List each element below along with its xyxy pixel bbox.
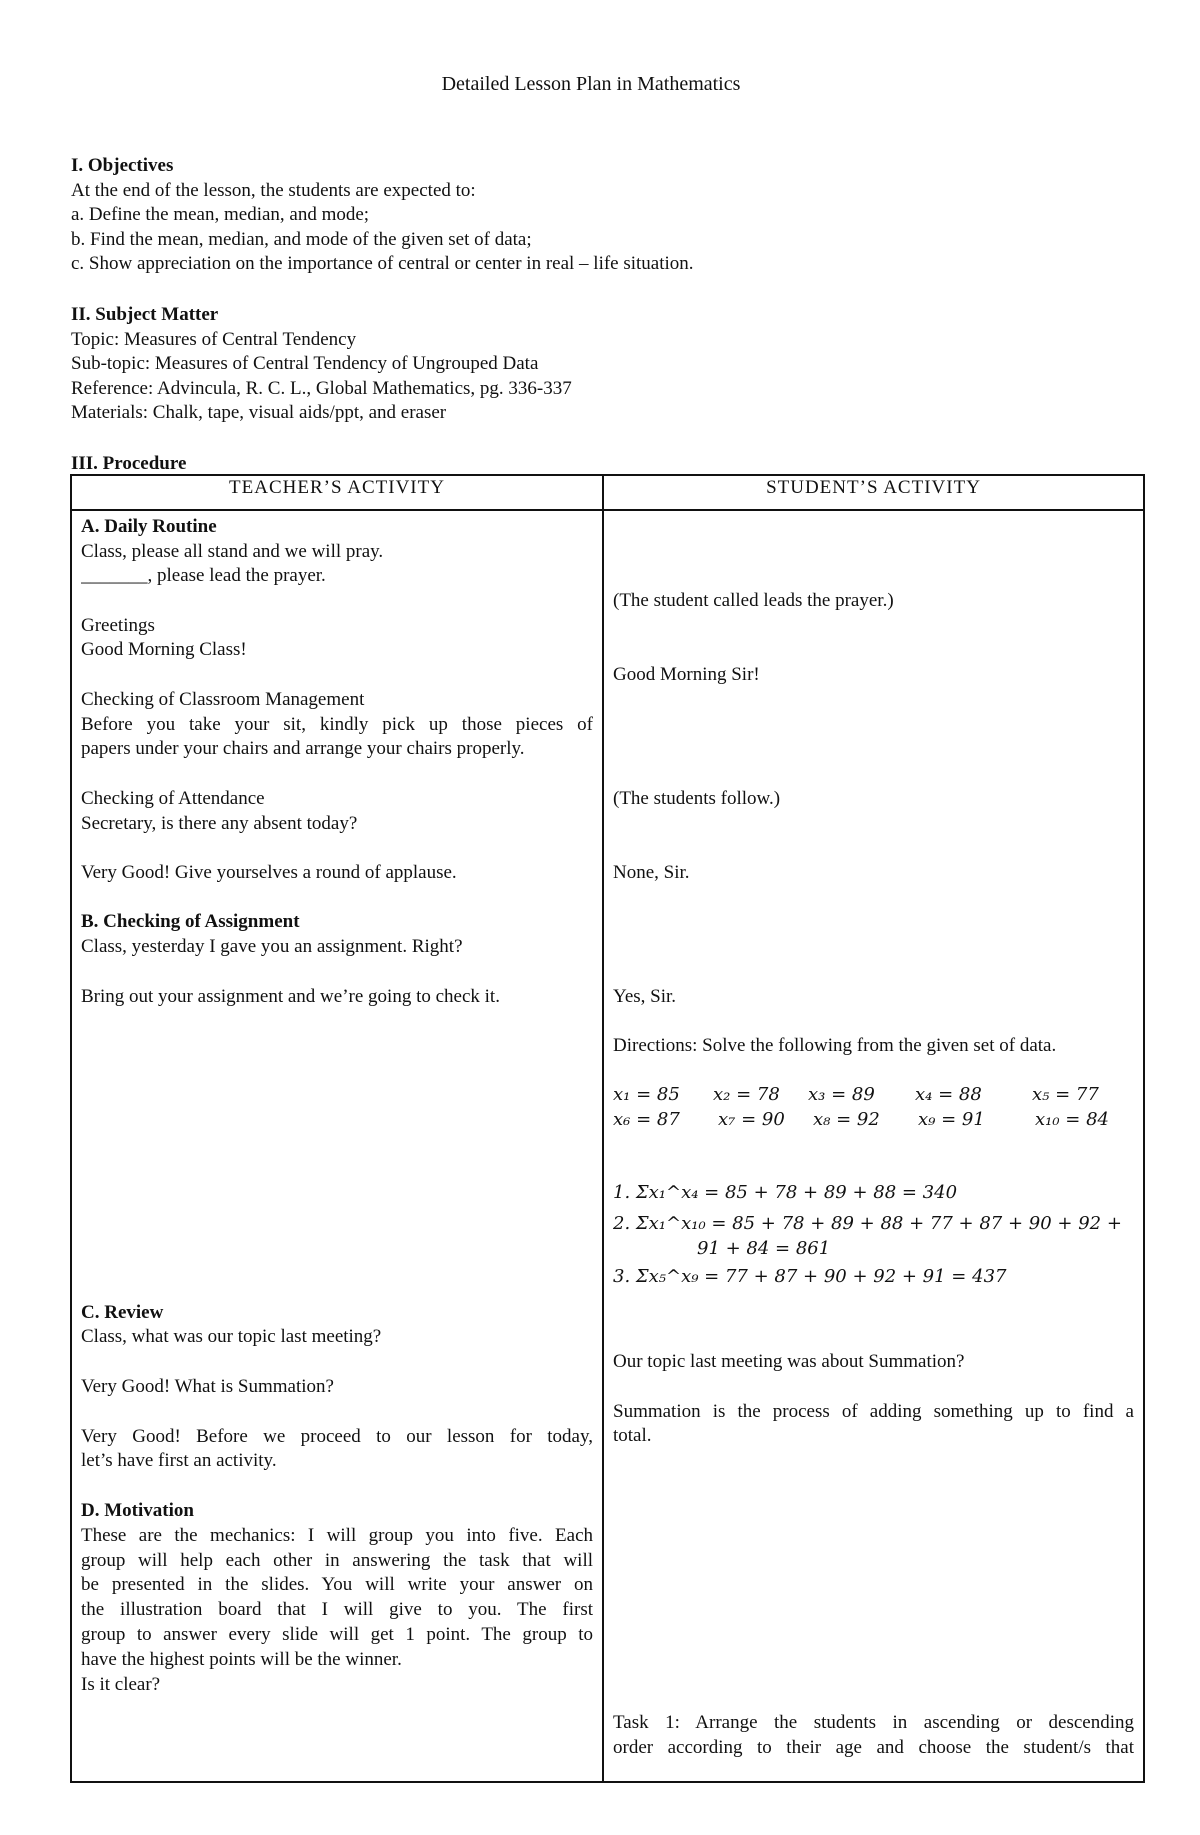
procedure-header-row — [71, 475, 1144, 510]
review-heading: C. Review — [81, 1302, 164, 1323]
student-line: Our topic last meeting was about Summation? — [613, 1351, 965, 1372]
subject-subtopic: Sub-topic: Measures of Central Tendency of Ungrouped Data — [71, 353, 539, 375]
teacher-line: _______, please lead the prayer. — [81, 565, 326, 586]
student-activity-header: STUDENT’S ACTIVITY — [603, 475, 1144, 510]
objectives-section — [71, 154, 1151, 277]
subject-materials: Materials: Chalk, tape, visual aids/ppt, and eraser — [71, 402, 447, 424]
objectives-heading: I. Objectives — [71, 155, 174, 176]
student-activity-cell — [603, 510, 1144, 1782]
subject-matter-heading: II. Subject Matter — [71, 304, 219, 325]
teacher-line: Very Good! What is Summation? — [81, 1376, 334, 1397]
subject-matter-section — [71, 303, 1151, 426]
teacher-line: Secretary, is there any absent today? — [81, 813, 358, 834]
student-line: Summation is the process of adding something up to find a — [613, 1401, 1134, 1422]
data-value: x₇ = 90 — [718, 1109, 785, 1130]
student-line: total. — [613, 1425, 652, 1446]
daily-routine-heading: A. Daily Routine — [81, 516, 217, 537]
data-value: x₁ = 85 — [613, 1084, 680, 1105]
student-line: Yes, Sir. — [613, 986, 677, 1007]
teacher-line: Very Good! Give yourselves a round of applause. — [81, 862, 457, 883]
teacher-line: Very Good! Before we proceed to our lesson for today, — [81, 1426, 593, 1447]
teacher-line: papers under your chairs and arrange your chairs properly. — [81, 738, 525, 759]
data-value: x₁₀ = 84 — [1035, 1109, 1110, 1130]
motivation-line: be presented in the slides. You will write your answer on — [81, 1574, 593, 1595]
procedure-heading: III. Procedure — [71, 453, 187, 474]
attendance-label: Checking of Attendance — [81, 788, 265, 809]
classroom-management-label: Checking of Classroom Management — [81, 689, 365, 710]
teacher-line: Class, yesterday I gave you an assignment. Right? — [81, 936, 463, 957]
objective-item: c. Show appreciation on the importance of central or center in real – life situation. — [71, 253, 694, 275]
student-line: None, Sir. — [613, 862, 690, 883]
teacher-line: Class, please all stand and we will pray. — [81, 541, 384, 562]
task-line: order according to their age and choose the student/s that — [613, 1737, 1134, 1758]
data-value: x₉ = 91 — [918, 1109, 985, 1130]
objective-item: a. Define the mean, median, and mode; — [71, 204, 370, 226]
data-value: x₆ = 87 — [613, 1109, 680, 1130]
greetings-label: Greetings — [81, 615, 155, 636]
motivation-line: the illustration board that I will give to you. The first — [81, 1599, 593, 1620]
teacher-line: let’s have first an activity. — [81, 1450, 277, 1471]
teacher-activity-header: TEACHER’S ACTIVITY — [71, 475, 603, 510]
data-value: x₅ = 77 — [1032, 1084, 1099, 1105]
teacher-line: Good Morning Class! — [81, 639, 247, 660]
summation-answer-3: 3. Σx₅^x₉ = 77 + 87 + 90 + 92 + 91 = 437 — [613, 1266, 1007, 1287]
teacher-line: Bring out your assignment and we’re going to check it. — [81, 986, 500, 1007]
student-line: (The students follow.) — [613, 788, 781, 809]
procedure-table — [70, 474, 1145, 1783]
summation-answer-2: 2. Σx₁^x₁₀ = 85 + 78 + 89 + 88 + 77 + 87 + 90 + 92 + — [613, 1213, 1122, 1234]
data-row-1 — [613, 1083, 1134, 1107]
objective-item: b. Find the mean, median, and mode of the given set of data; — [71, 228, 532, 250]
teacher-line: Is it clear? — [81, 1674, 161, 1695]
summation-answer-1: 1. Σx₁^x₄ = 85 + 78 + 89 + 88 = 340 — [613, 1182, 958, 1203]
directions-text: Directions: Solve the following from the given set of data. — [613, 1035, 1057, 1056]
motivation-line: have the highest points will be the winner. — [81, 1649, 402, 1670]
motivation-line: group to answer every slide will get 1 point. The group to — [81, 1624, 593, 1645]
motivation-heading: D. Motivation — [81, 1500, 194, 1521]
procedure-body-row — [71, 510, 1144, 1782]
teacher-line: Before you take your sit, kindly pick up those pieces of — [81, 714, 593, 735]
checking-assignment-heading: B. Checking of Assignment — [81, 911, 300, 932]
objectives-intro: At the end of the lesson, the students are expected to: — [71, 179, 476, 201]
teacher-activity-cell — [71, 510, 603, 1782]
motivation-line: group will help each other in answering the task that will — [81, 1550, 593, 1571]
teacher-line: Class, what was our topic last meeting? — [81, 1326, 382, 1347]
student-line: (The student called leads the prayer.) — [613, 590, 894, 611]
data-value: x₃ = 89 — [808, 1084, 875, 1105]
subject-topic: Topic: Measures of Central Tendency — [71, 328, 357, 350]
subject-reference: Reference: Advincula, R. C. L., Global Mathematics, pg. 336-337 — [71, 377, 572, 399]
student-line: Good Morning Sir! — [613, 664, 760, 685]
data-row-2 — [613, 1108, 1134, 1132]
summation-answer-2-continued: 91 + 84 = 861 — [697, 1238, 831, 1259]
task-line: Task 1: Arrange the students in ascending or descending — [613, 1712, 1134, 1733]
procedure-heading-block — [71, 452, 1151, 477]
data-value: x₄ = 88 — [915, 1084, 982, 1105]
motivation-line: These are the mechanics: I will group you into five. Each — [81, 1525, 593, 1546]
data-value: x₂ = 78 — [713, 1084, 780, 1105]
data-value: x₈ = 92 — [813, 1109, 880, 1130]
document-title: Detailed Lesson Plan in Mathematics — [441, 73, 741, 95]
